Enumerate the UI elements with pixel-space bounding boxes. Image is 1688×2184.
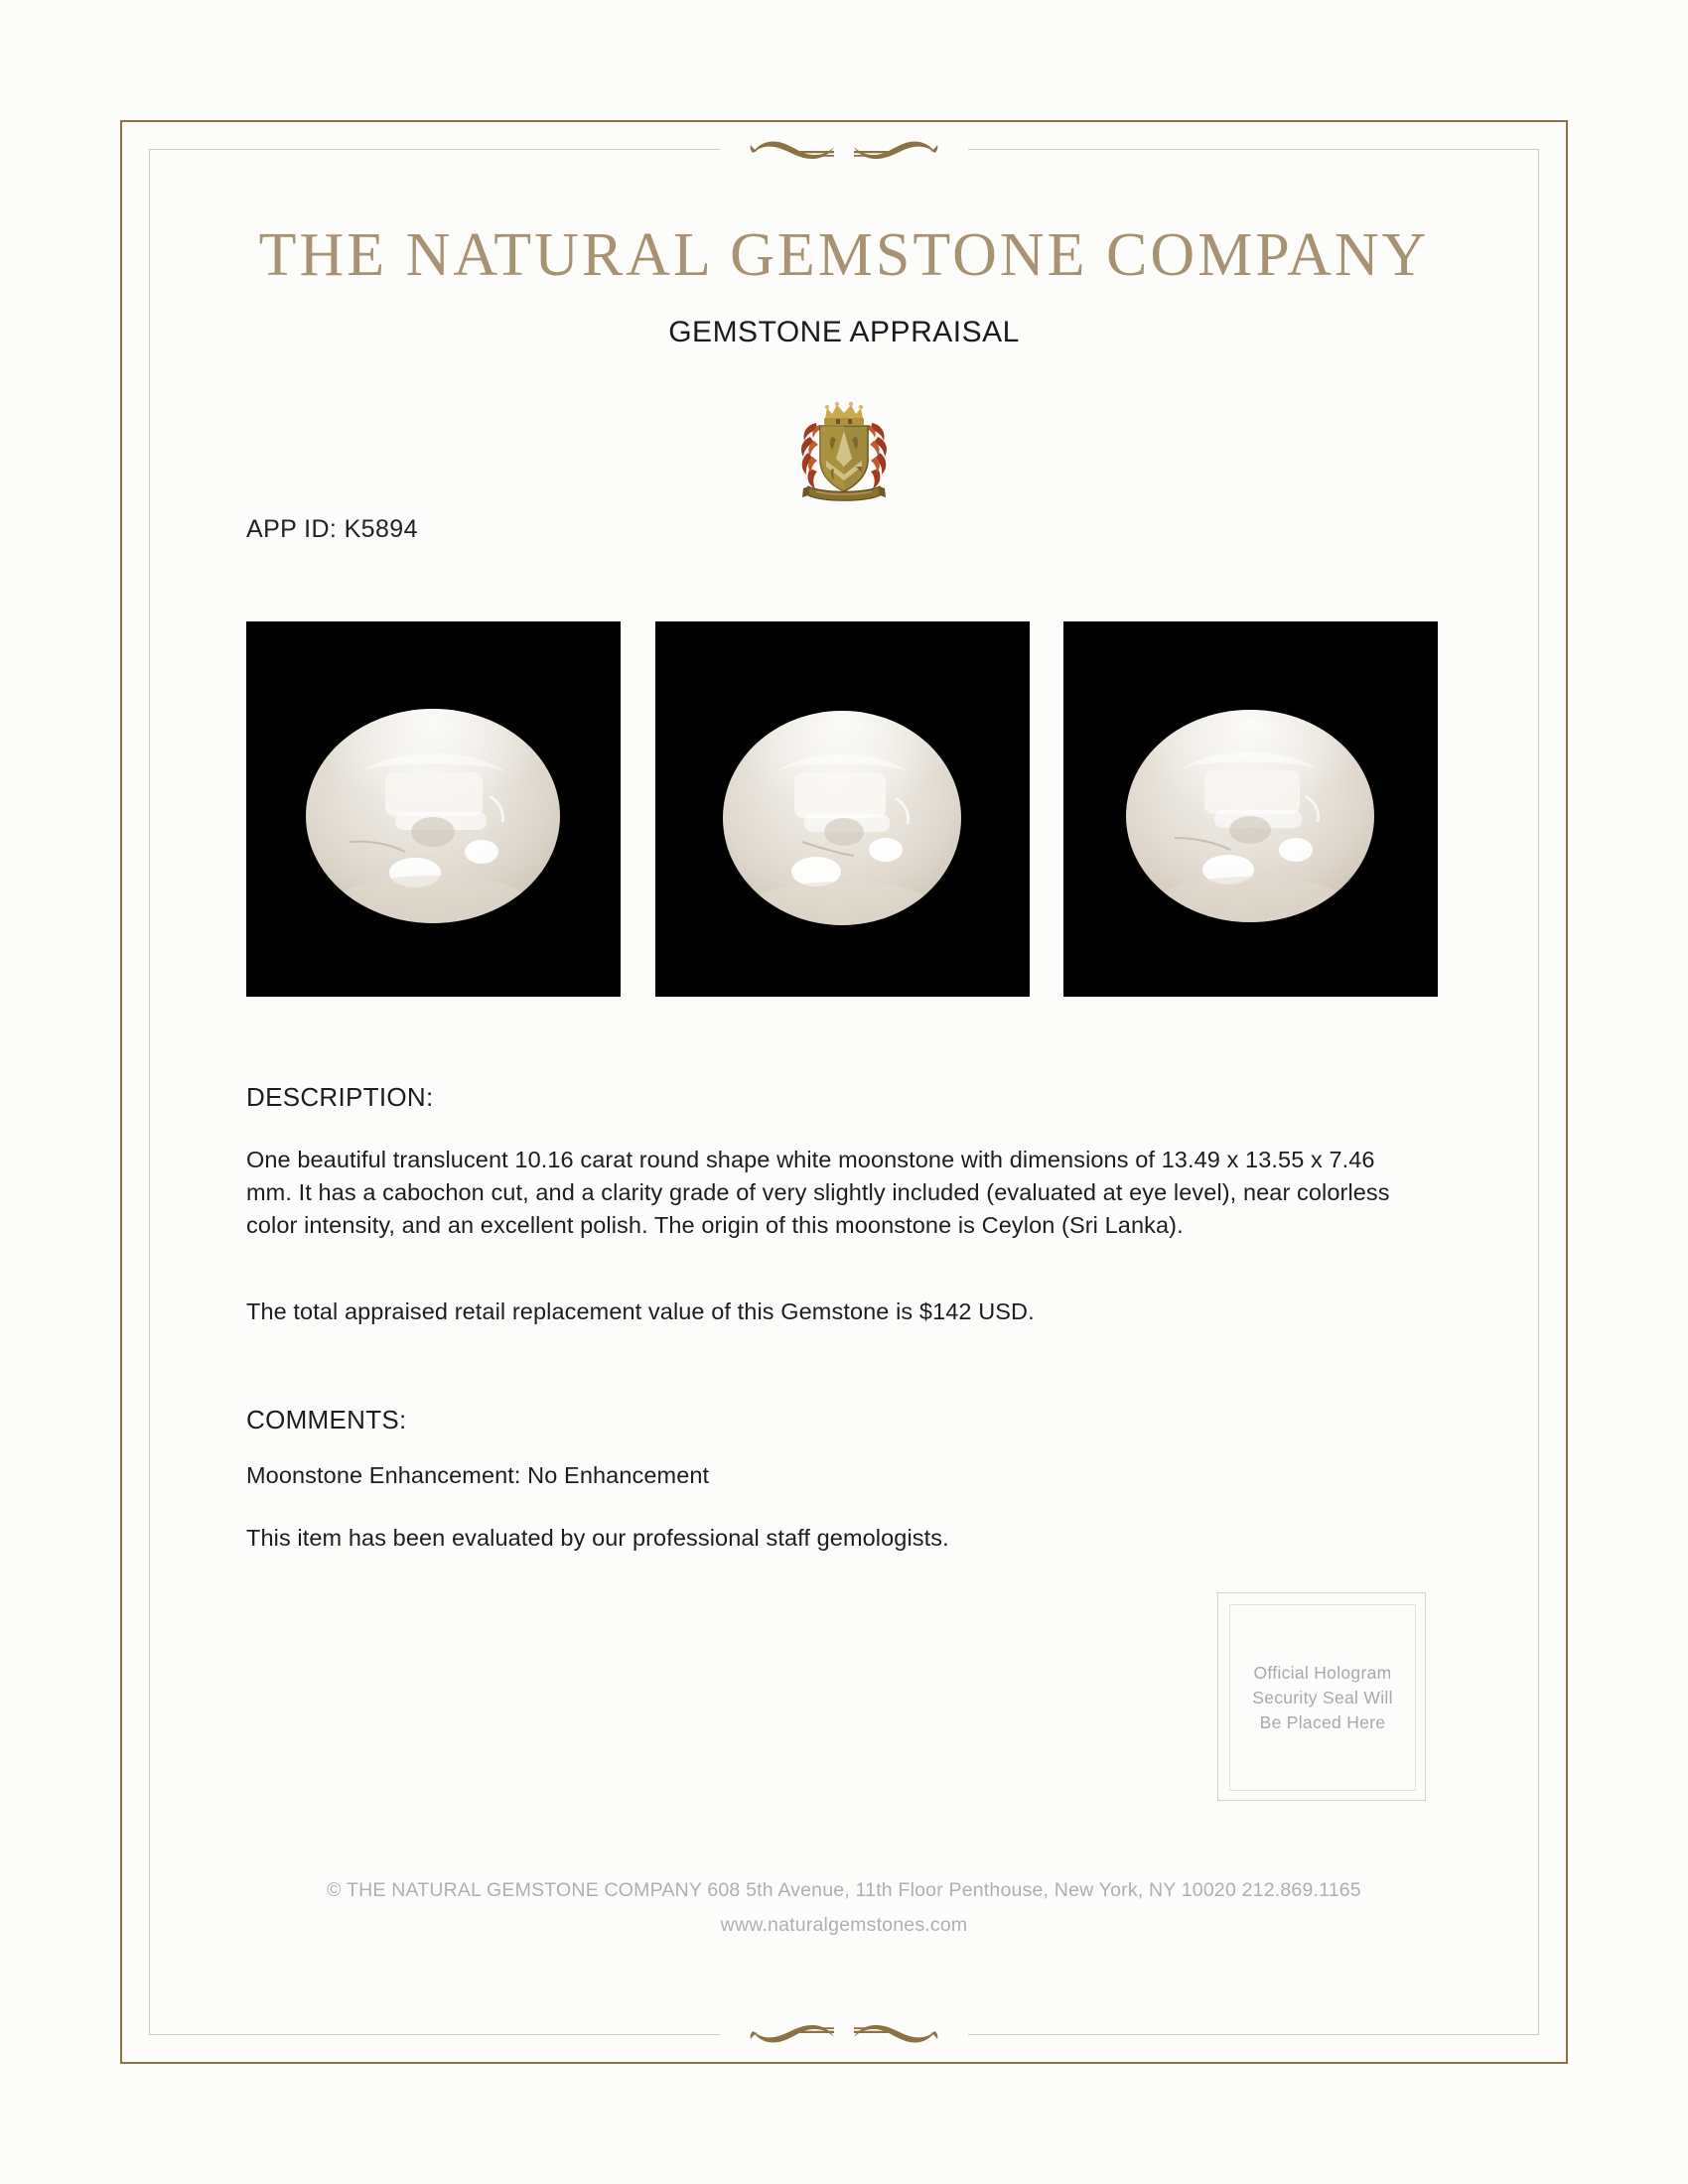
comment-enhancement-line: Moonstone Enhancement: No Enhancement: [246, 1462, 710, 1488]
gemstone-photo-3: [1063, 621, 1438, 997]
hologram-text-line-3: Be Placed Here: [1259, 1711, 1386, 1732]
comments-heading: COMMENTS:: [246, 1405, 407, 1434]
moonstone-cabochon-image-2: [655, 621, 1030, 997]
description-heading: DESCRIPTION:: [246, 1082, 434, 1112]
hologram-text-line-1: Official Hologram: [1253, 1662, 1392, 1683]
gemstone-photo-1: [246, 621, 621, 997]
gemstone-photo-2: [655, 621, 1030, 997]
description-paragraph: One beautiful translucent 10.16 carat round shape white moonstone with dimensions of 13.49 x 13.55 x 7.46 mm. It has a cabochon cut, and a clarity grade of very slightly included (evaluated at eye level), near colorless color intensity, and an excellent polish. The origin of this moonstone is Ceylon (Sri Lanka).: [246, 1147, 1390, 1238]
company-title: THE NATURAL GEMSTONE COMPANY: [258, 221, 1430, 289]
moonstone-cabochon-image-3: [1063, 621, 1438, 997]
footer-website: www.naturalgemstones.com: [720, 1914, 968, 1936]
gemstone-photo-strip: [246, 621, 1438, 997]
hologram-text-line-2: Security Seal Will: [1252, 1687, 1393, 1707]
heraldic-crest-icon: [792, 397, 896, 504]
document-subtitle: GEMSTONE APPRAISAL: [668, 316, 1020, 348]
comment-evaluation-line: This item has been evaluated by our professional staff gemologists.: [246, 1525, 949, 1551]
appraised-value-statement: The total appraised retail replacement value of this Gemstone is $142 USD.: [246, 1298, 1035, 1324]
app-id-label: APP ID: K5894: [246, 515, 418, 543]
hologram-seal-inner-box: [1229, 1604, 1416, 1791]
footer-address: © THE NATURAL GEMSTONE COMPANY 608 5th Avenue, 11th Floor Penthouse, New York, NY 10020 212.869.1165: [327, 1879, 1361, 1901]
page-footer: [0, 1879, 1688, 1937]
hologram-seal-placeholder: [1217, 1592, 1426, 1801]
moonstone-cabochon-image-1: [246, 621, 621, 997]
